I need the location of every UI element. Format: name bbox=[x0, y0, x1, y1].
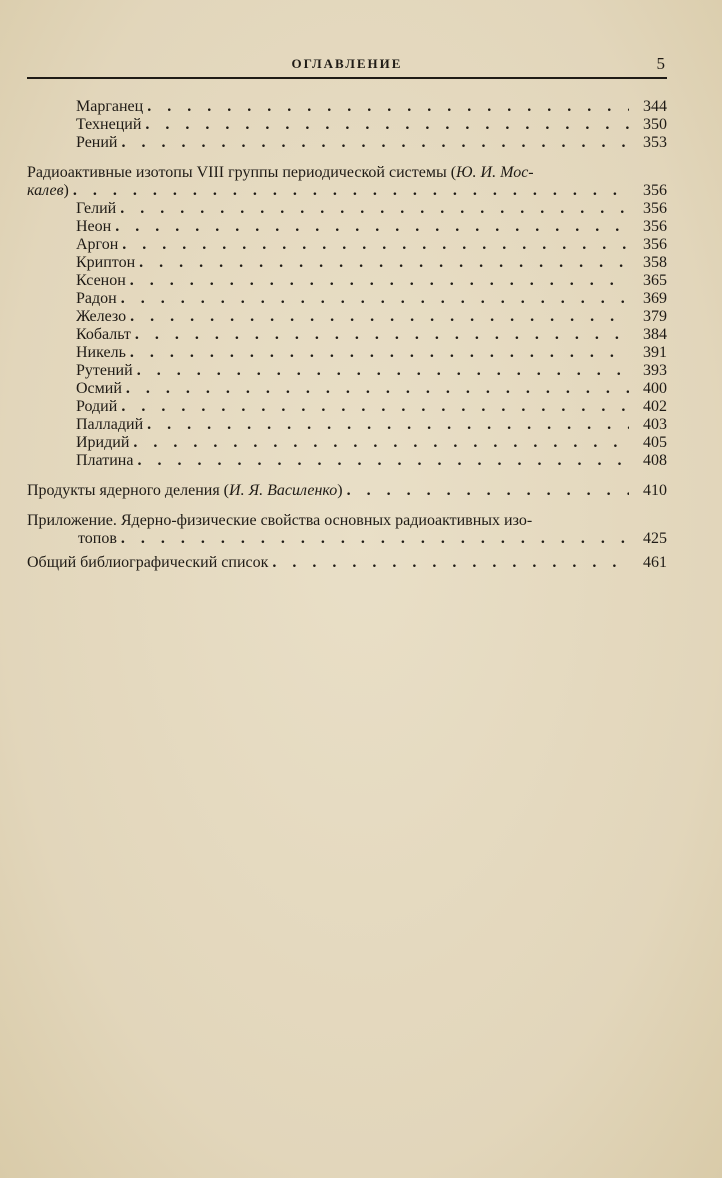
toc-entry[interactable] bbox=[27, 116, 667, 134]
toc-page-number: 353 bbox=[643, 134, 667, 151]
toc-entry-label: Железо bbox=[76, 308, 127, 325]
author-name: Ю. И. Мос- bbox=[456, 164, 534, 181]
toc-page-number: 384 bbox=[643, 326, 667, 343]
page-number: 5 bbox=[656, 54, 665, 73]
leader-dots bbox=[130, 344, 629, 362]
toc-entry[interactable] bbox=[27, 272, 667, 290]
toc-page-number: 358 bbox=[643, 254, 667, 271]
toc-entry[interactable] bbox=[27, 200, 667, 218]
toc-page-number: 365 bbox=[643, 272, 667, 289]
toc-entry-appendix[interactable] bbox=[27, 512, 667, 548]
leader-dots bbox=[126, 380, 629, 398]
toc-entry[interactable] bbox=[27, 308, 667, 326]
author-name-cont: калев bbox=[27, 182, 64, 199]
toc-group-manganese bbox=[27, 98, 667, 152]
page-header bbox=[27, 52, 667, 76]
toc-entry[interactable] bbox=[27, 380, 667, 398]
toc-entry[interactable] bbox=[27, 434, 667, 452]
toc-entry-label: Гелий bbox=[76, 200, 117, 217]
toc-entry[interactable] bbox=[27, 344, 667, 362]
toc-entry[interactable] bbox=[27, 398, 667, 416]
leader-dots bbox=[115, 218, 629, 236]
toc-entry-label: Родий bbox=[76, 398, 118, 415]
leader-dots bbox=[121, 290, 629, 308]
toc-entry-label: Криптон bbox=[76, 254, 136, 271]
toc-entry[interactable] bbox=[27, 236, 667, 254]
toc-entry-title-line1: Приложение. Ядерно-физические свойства основных радиоактивных изо- bbox=[27, 512, 533, 529]
author-name: И. Я. Василенко bbox=[229, 482, 338, 499]
toc-entry-label: Платина bbox=[76, 452, 134, 469]
toc-page-number: 356 bbox=[643, 218, 667, 235]
toc-page-number: 356 bbox=[643, 182, 667, 199]
toc-page-number: 461 bbox=[643, 554, 667, 571]
toc-page-number: 393 bbox=[643, 362, 667, 379]
toc-page-number: 344 bbox=[643, 98, 667, 115]
toc-entry-label: Рений bbox=[76, 134, 118, 151]
toc-page-number: 403 bbox=[643, 416, 667, 433]
toc-entry[interactable] bbox=[27, 254, 667, 272]
toc-entry[interactable] bbox=[27, 218, 667, 236]
toc-entry-label: Осмий bbox=[76, 380, 122, 397]
toc-section-group-viii bbox=[27, 164, 667, 470]
toc-entry-label: Аргон bbox=[76, 236, 119, 253]
toc-page-number: 356 bbox=[643, 236, 667, 253]
leader-dots bbox=[73, 182, 629, 200]
toc-entry-label: Рутений bbox=[76, 362, 133, 379]
toc-entry[interactable]: калев) . . . 356 bbox=[27, 182, 667, 200]
leader-dots bbox=[121, 398, 629, 416]
leader-dots bbox=[147, 416, 629, 434]
leader-dots bbox=[122, 236, 629, 254]
toc-page-number: 425 bbox=[643, 530, 667, 547]
toc-page-number: 391 bbox=[643, 344, 667, 361]
leader-dots bbox=[147, 98, 629, 116]
toc-entry[interactable] bbox=[27, 134, 667, 152]
toc-entry-label: Никель bbox=[76, 344, 126, 361]
leader-dots bbox=[120, 200, 629, 218]
toc-entry[interactable] bbox=[27, 416, 667, 434]
toc-entry-label: Радон bbox=[76, 290, 117, 307]
table-of-contents bbox=[27, 98, 667, 572]
toc-entry-fission[interactable]: Продукты ядерного деления (И. Я. Василенко) . . . 410 bbox=[27, 482, 667, 500]
leader-dots bbox=[137, 362, 629, 380]
leader-dots bbox=[121, 530, 629, 548]
toc-page-number: 410 bbox=[643, 482, 667, 499]
toc-entry-label: Технеций bbox=[76, 116, 142, 133]
toc-entry-label: Палладий bbox=[76, 416, 144, 433]
toc-entry-label: Неон bbox=[76, 218, 112, 235]
toc-page-number: 400 bbox=[643, 380, 667, 397]
leader-dots bbox=[139, 254, 629, 272]
toc-entry[interactable] bbox=[27, 98, 667, 116]
leader-dots bbox=[130, 272, 629, 290]
toc-page-number: 402 bbox=[643, 398, 667, 415]
toc-page-number: 408 bbox=[643, 452, 667, 469]
toc-page-number: 356 bbox=[643, 200, 667, 217]
leader-dots bbox=[121, 134, 629, 152]
toc-entry[interactable] bbox=[27, 362, 667, 380]
leader-dots bbox=[135, 326, 629, 344]
toc-page-number: 369 bbox=[643, 290, 667, 307]
leader-dots bbox=[130, 308, 629, 326]
toc-entry-bibliography[interactable] bbox=[27, 554, 667, 572]
toc-entry[interactable] bbox=[27, 290, 667, 308]
toc-entry-title-line2: топов bbox=[78, 530, 117, 547]
leader-dots bbox=[145, 116, 629, 134]
toc-subentries bbox=[27, 200, 667, 470]
leader-dots bbox=[347, 482, 629, 500]
leader-dots bbox=[137, 452, 629, 470]
toc-page-number: 350 bbox=[643, 116, 667, 133]
toc-entry-label: Иридий bbox=[76, 434, 130, 451]
leader-dots bbox=[272, 554, 629, 572]
toc-entry-label: Кобальт bbox=[76, 326, 131, 343]
toc-entry[interactable] bbox=[27, 326, 667, 344]
toc-page-number: 405 bbox=[643, 434, 667, 451]
toc-entry-label: Общий библиографический список bbox=[27, 554, 269, 571]
toc-entry-label: Ксенон bbox=[76, 272, 126, 289]
page-title: ОГЛАВЛЕНИЕ bbox=[291, 56, 403, 71]
header-rule bbox=[27, 77, 667, 79]
leader-dots bbox=[133, 434, 629, 452]
toc-entry-label: Марганец bbox=[76, 98, 144, 115]
toc-entry-title-line1: Радиоактивные изотопы VIII группы периодической системы (Ю. И. Мос- bbox=[27, 164, 534, 181]
toc-page-number: 379 bbox=[643, 308, 667, 325]
toc-entry[interactable] bbox=[27, 452, 667, 470]
